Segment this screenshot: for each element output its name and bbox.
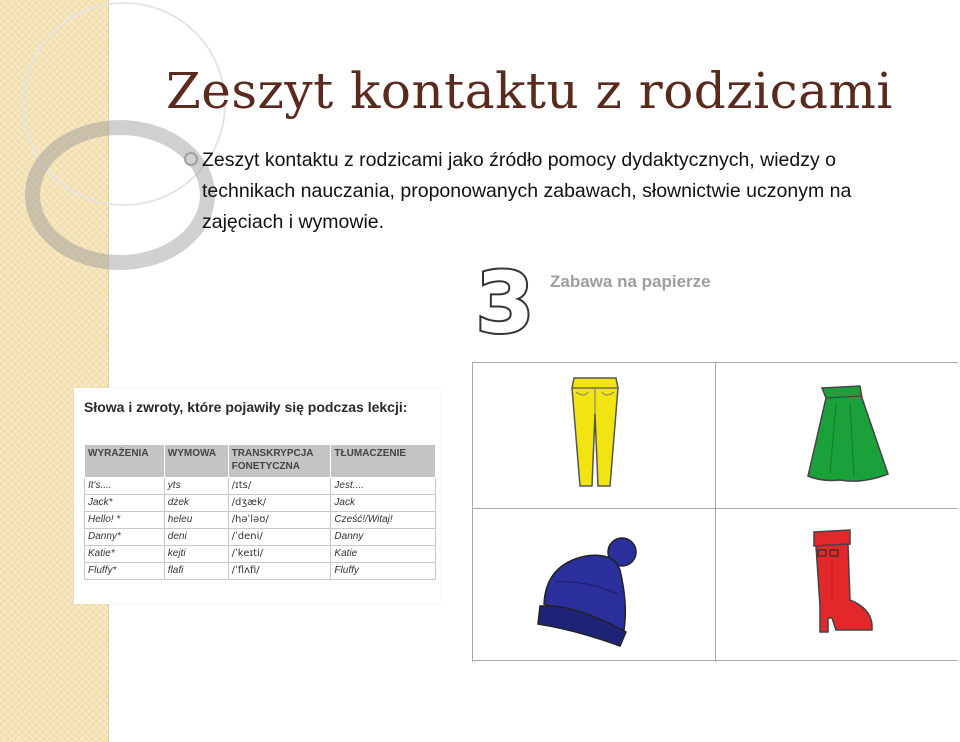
transcription-cell: /ɪts/ [228, 478, 331, 495]
pronunciation-cell: kejti [164, 546, 228, 563]
activity-title: Zabawa na papierze [550, 272, 711, 291]
pronunciation-cell: heleu [164, 512, 228, 529]
clothing-grid [472, 362, 958, 662]
bullet-icon [184, 152, 198, 166]
grid-line [472, 362, 473, 662]
expression-cell: Danny* [85, 529, 165, 546]
pronunciation-cell: dżek [164, 495, 228, 512]
translation-cell: Cześć!/Witaj! [331, 512, 436, 529]
decorative-ring [25, 120, 215, 270]
table-row [85, 563, 436, 580]
translation-cell: Katie [331, 546, 436, 563]
transcription-cell: /ˈflʌfi/ [228, 563, 331, 580]
slide-title: Zeszyt kontaktu z rodzicami [166, 62, 893, 120]
red-boot-icon [806, 526, 876, 642]
pronunciation-cell: yts [164, 478, 228, 495]
expression-cell: It's.... [85, 478, 165, 495]
column-header: TRANSKRYPCJA FONETYCZNA [228, 445, 331, 478]
table-row [85, 512, 436, 529]
transcription-cell: /ˈdeni/ [228, 529, 331, 546]
translation-cell: Danny [331, 529, 436, 546]
pronunciation-cell: deni [164, 529, 228, 546]
transcription-cell: /dʒæk/ [228, 495, 331, 512]
table-row [85, 529, 436, 546]
activity-number [472, 262, 538, 342]
expression-cell: Katie* [85, 546, 165, 563]
table-header-row [85, 445, 436, 478]
table-row [85, 546, 436, 563]
translation-cell: Jest.... [331, 478, 436, 495]
expression-cell: Jack* [85, 495, 165, 512]
pronunciation-cell: flafi [164, 563, 228, 580]
column-header: TŁUMACZENIE [331, 445, 436, 478]
transcription-cell: /həˈləʊ/ [228, 512, 331, 529]
slide-description: Zeszyt kontaktu z rodzicami jako źródło pomocy dydaktycznych, wiedzy o technikach nauczania, proponowanych zabawach, słownictwie uczonym na zajęciach i wymowie. [202, 149, 852, 233]
expression-cell: Fluffy* [85, 563, 165, 580]
transcription-cell: /ˈkeɪti/ [228, 546, 331, 563]
green-skirt-icon [802, 382, 892, 490]
translation-cell: Fluffy [331, 563, 436, 580]
column-header: WYMOWA [164, 445, 228, 478]
vocabulary-heading: Słowa i zwroty, które pojawiły się podczas lekcji: [84, 399, 408, 415]
yellow-trousers-icon [564, 374, 626, 496]
blue-hat-icon [536, 534, 646, 654]
grid-line [715, 362, 716, 662]
vocabulary-card [74, 388, 440, 604]
vocabulary-table [84, 444, 436, 580]
table-row [85, 478, 436, 495]
expression-cell: Hello! * [85, 512, 165, 529]
table-row [85, 495, 436, 512]
column-header: WYRAŻENIA [85, 445, 165, 478]
translation-cell: Jack [331, 495, 436, 512]
activity-number-text: 3 [475, 262, 535, 342]
